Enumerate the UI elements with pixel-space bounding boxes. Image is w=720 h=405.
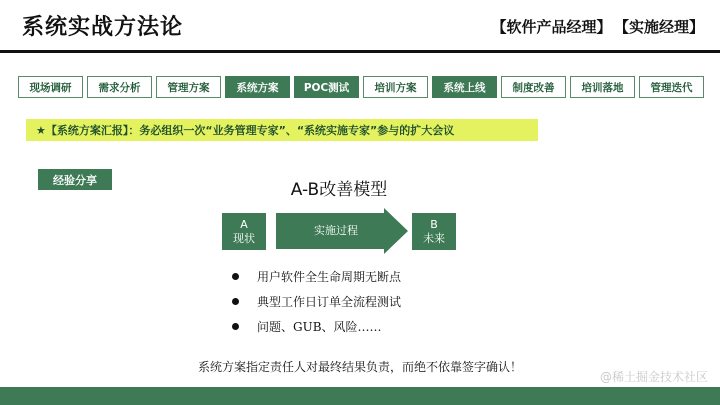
watermark: @稀土掘金技术社区 xyxy=(599,370,708,384)
bullet-text: 典型工作日订单全流程测试 xyxy=(257,295,402,309)
step-8: 制度改善 xyxy=(501,76,566,98)
step-5: POC测试 xyxy=(294,76,359,98)
step-4: 系统方案 xyxy=(225,76,290,98)
process-label: 实施过程 xyxy=(314,224,358,237)
page-title: 系统实战方法论 xyxy=(22,15,184,40)
role-labels xyxy=(491,16,704,37)
footer-note: 系统方案指定责任人对最终结果负责，而绝不依靠签字确认！ xyxy=(197,360,522,374)
bullet-item xyxy=(232,289,401,314)
step-1: 现场调研 xyxy=(18,76,83,98)
highlight-banner: ★【系统方案汇报】：务必组织一次“业务管理专家”、“系统实施专家”参与的扩大会议 xyxy=(26,119,538,141)
step-9: 培训落地 xyxy=(570,76,635,98)
model-title: A-B改善模型 xyxy=(290,180,388,200)
bullet-dot-icon xyxy=(232,273,239,280)
bullet-item xyxy=(232,264,401,289)
process-steps xyxy=(18,76,704,98)
role-implementation-manager: 【实施经理】 xyxy=(621,18,704,36)
state-a-letter: A xyxy=(240,217,248,231)
header-divider xyxy=(0,50,720,53)
bullet-list xyxy=(232,264,401,339)
role-product-manager: 【软件产品经理】 xyxy=(491,18,612,36)
step-3: 管理方案 xyxy=(156,76,221,98)
experience-label: 经验分享 xyxy=(38,169,112,190)
bullet-text: 用户软件全生命周期无断点 xyxy=(257,270,402,284)
footer-bar xyxy=(0,387,720,405)
bullet-text: 问题、GUB、风险…… xyxy=(257,320,382,334)
step-10: 管理迭代 xyxy=(639,76,704,98)
state-b-letter: B xyxy=(430,217,438,231)
step-6: 培训方案 xyxy=(363,76,428,98)
state-a-box xyxy=(222,213,266,250)
step-2: 需求分析 xyxy=(87,76,152,98)
state-b-label: 未来 xyxy=(423,231,445,245)
bullet-item xyxy=(232,314,401,339)
step-7: 系统上线 xyxy=(432,76,497,98)
state-a-label: 现状 xyxy=(233,231,255,245)
state-b-box xyxy=(412,213,456,250)
bullet-dot-icon xyxy=(232,323,239,330)
bullet-dot-icon xyxy=(232,298,239,305)
